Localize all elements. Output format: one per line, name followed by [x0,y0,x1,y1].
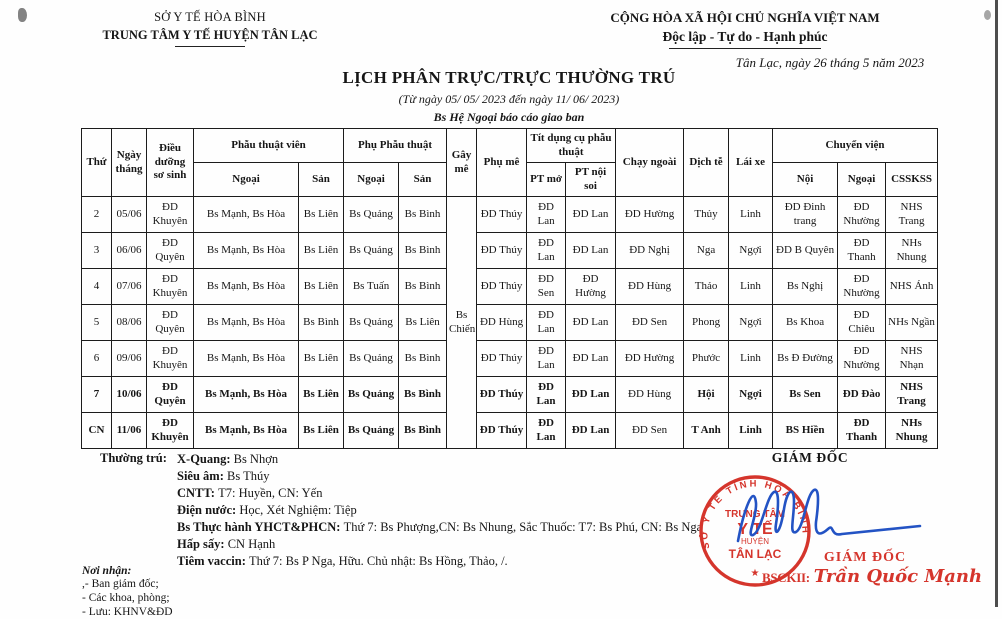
table-cell: ĐD Sen [527,269,566,305]
table-cell: ĐD Khuyên [147,269,194,305]
table-cell: Bs Mạnh, Bs Hòa [194,269,299,305]
table-cell: Bs Bình [399,377,447,413]
standby-line-value: Thứ 7: Bs Phượng,CN: Bs Nhung, Sắc Thuốc: T7: Bs Phú, CN: Bs Nga [343,520,703,534]
schedule-table [81,128,938,449]
table-cell: ĐD Hùng [477,305,527,341]
table-cell: Bs Bình [399,413,447,449]
table-cell: Bs Liên [299,269,344,305]
table-cell: ĐD Đào [838,377,886,413]
standby-notes [177,451,737,570]
table-cell: ĐD Thúy [477,233,527,269]
motto: Độc lập - Tự do - Hạnh phúc [662,29,828,44]
standby-line-label: Điện nước: [177,503,240,517]
table-cell: ĐD Hùng [616,269,684,305]
table-cell: 7 [82,377,112,413]
column-header: Lái xe [729,129,773,197]
stamp-outer-text: SỞ Y TẾ TỈNH HÒA BÌNH [699,478,811,551]
director-heading: GIÁM ĐỐC [771,450,849,465]
table-cell: ĐD Sen [616,305,684,341]
table-cell: ĐD Thúy [477,269,527,305]
column-header: Gây mê [447,129,477,197]
table-cell: ĐD Thanh [838,233,886,269]
table-cell: 05/06 [112,197,147,233]
table-cell: Bs Quảng [344,233,399,269]
standby-line-label: Bs Thực hành YHCT&PHCN: [177,520,344,534]
standby-line [177,468,737,485]
column-header: Thứ [82,129,112,197]
standby-label: Thường trú: [100,451,167,465]
table-cell: ĐD Khuyên [147,197,194,233]
standby-line-label: X-Quang: [177,452,234,466]
table-cell: ĐD Lan [527,413,566,449]
org-underline [175,46,245,47]
table-cell: Linh [729,269,773,305]
table-cell: ĐD B Quyên [773,233,838,269]
standby-line [177,451,737,468]
standby-line-label: Tiêm vaccin: [177,554,249,568]
table-cell: ĐD Nhường [838,197,886,233]
table-cell: ĐD Quyên [147,233,194,269]
standby-line-value: Bs Thúy [227,469,270,483]
table-cell: 11/06 [112,413,147,449]
director-red-heading: GIÁM ĐỐC [823,550,907,565]
table-cell: Bs Đ Đường [773,341,838,377]
column-subheader: Sản [399,163,447,197]
table-cell: ĐD Khuyên [147,341,194,377]
table-cell: Bs Quảng [344,305,399,341]
column-header: Dịch tễ [684,129,729,197]
table-cell: ĐD Lan [527,233,566,269]
stamp-star: ★ [750,568,760,579]
table-cell: Nga [684,233,729,269]
standby-line [177,519,737,536]
table-cell: Ngợi [729,305,773,341]
table-cell: ĐD Lan [527,305,566,341]
table-cell: ĐD Hường [566,269,616,305]
stamp-line2: Y TẾ [737,521,773,538]
table-row [82,341,938,377]
table-cell: ĐD Thúy [477,341,527,377]
org-name: TRUNG TÂM Y TẾ HUYỆN TÂN LẠC [102,28,318,42]
column-subheader: Ngoại [344,163,399,197]
standby-line-label: Hấp sấy: [177,537,228,551]
table-cell: Bs Quảng [344,377,399,413]
table-cell: Bs Liên [299,377,344,413]
national-title: CỘNG HÒA XÃ HỘI CHỦ NGHĨA VIỆT NAM [610,10,880,25]
column-subheader: CSSKSS [886,163,938,197]
recipient-item: ,- Ban giám đốc; [82,578,159,590]
table-cell: Ngợi [729,377,773,413]
table-cell: ĐD Khuyên [147,413,194,449]
table-cell: Thủy [684,197,729,233]
column-header: Phụ Phẫu thuật [344,129,447,163]
table-cell: Linh [729,413,773,449]
table-cell: 06/06 [112,233,147,269]
standby-line-value: CN Hạnh [227,537,276,551]
table-row [82,305,938,341]
table-cell: Linh [729,197,773,233]
issuing-org-block [60,10,360,47]
table-cell: 07/06 [112,269,147,305]
column-header: Chạy ngoài [616,129,684,197]
table-cell: Bs Quảng [344,413,399,449]
table-cell: 10/06 [112,377,147,413]
recipients-title: Nơi nhận: [82,565,132,577]
table-cell: ĐD Thúy [477,197,527,233]
column-subheader: Nội [773,163,838,197]
table-cell: ĐD Nghị [616,233,684,269]
table-cell: ĐD Lan [566,413,616,449]
table-cell: 09/06 [112,341,147,377]
table-cell: Bs Liên [299,341,344,377]
table-cell: Bs Liên [299,233,344,269]
standby-line [177,485,737,502]
table-row [82,233,938,269]
standby-line-value: Học, Xét Nghiệm: Tiệp [239,503,357,517]
standby-line-value: Thứ 7: Bs P Nga, Hữu. Chủ nhật: Bs Hồng, Thảo, /. [248,554,508,568]
table-cell: BS Hiền [773,413,838,449]
table-cell: Bs Mạnh, Bs Hòa [194,233,299,269]
standby-line-label: CNTT: [177,486,219,500]
table-row [82,413,938,449]
table-cell: Bs Mạnh, Bs Hòa [194,413,299,449]
column-subheader: Ngoại [838,163,886,197]
table-cell: NHs Nhung [886,413,938,449]
table-cell: ĐD Lan [566,341,616,377]
table-cell: ĐD Thanh [838,413,886,449]
national-motto-block [560,10,930,49]
recipient-item: - Lưu: KHNV&ĐD [82,606,173,618]
title-note: Bs Hệ Ngoại báo cáo giao ban [433,110,585,124]
table-cell: Phong [684,305,729,341]
table-cell: ĐD Đinh trang [773,197,838,233]
table-cell: Bs Bình [399,197,447,233]
table-cell: Bs Bình [399,341,447,377]
standby-line [177,536,737,553]
table-cell: ĐD Lan [566,305,616,341]
table-row [82,269,938,305]
table-cell: Bs Khoa [773,305,838,341]
column-header: Ngày tháng [112,129,147,197]
column-header: Điều dưỡng sơ sinh [147,129,194,197]
column-header: Phụ mê [477,129,527,197]
standby-line [177,502,737,519]
date-range: (Từ ngày 05/ 05/ 2023 đến ngày 11/ 06/ 2023) [398,92,620,106]
table-cell: ĐD Lan [566,233,616,269]
table-cell: NHS Trang [886,197,938,233]
table-cell: NHs Nhung [886,233,938,269]
standby-line-value: Bs Nhợn [233,452,279,466]
table-cell: ĐD Chiêu [838,305,886,341]
stamp-line3: HUYỆN [740,537,770,546]
standby-line [177,553,737,570]
table-cell: NHS Trang [886,377,938,413]
table-cell: Bs Bình [399,269,447,305]
table-cell: NHS Ánh [886,269,938,305]
table-cell: Bs Quảng [344,341,399,377]
table-cell-anesthesia: Bs Chiến [447,197,477,449]
recipients-block [82,565,173,619]
table-cell: 5 [82,305,112,341]
table-cell: ĐD Lan [566,377,616,413]
table-cell: Bs Mạnh, Bs Hòa [194,341,299,377]
table-cell: Bs Bình [299,305,344,341]
motto-underline [669,48,821,49]
scan-smudge [984,10,991,20]
table-cell: ĐD Thúy [477,377,527,413]
column-header: Chuyển viện [773,129,938,163]
signer-credential: BSCKII: [762,570,810,585]
table-cell: 3 [82,233,112,269]
table-cell: Bs Sen [773,377,838,413]
column-subheader: Sản [299,163,344,197]
column-header: Phẫu thuật viên [194,129,344,163]
place-date-line: Tân Lạc, ngày 26 tháng 5 năm 2023 [735,55,925,70]
table-cell: Linh [729,341,773,377]
parent-org-name: SỞ Y TẾ HÒA BÌNH [154,10,266,24]
column-subheader: PT mở [527,163,566,197]
scan-smudge [18,8,27,22]
column-subheader: Ngoại [194,163,299,197]
table-cell: CN [82,413,112,449]
table-cell: ĐD Lan [566,197,616,233]
standby-line-value: T7: Huyền, CN: Yến [218,486,323,500]
table-cell: Bs Nghị [773,269,838,305]
recipient-item: - Các khoa, phòng; [82,592,170,604]
table-cell: Bs Mạnh, Bs Hòa [194,377,299,413]
table-cell: 4 [82,269,112,305]
stamp-line1: TRUNG TÂM [725,509,785,520]
table-cell: ĐD Sen [616,413,684,449]
table-cell: ĐD Lan [527,341,566,377]
signer-line [762,566,992,587]
table-cell: ĐD Nhường [838,269,886,305]
table-cell: ĐD Lan [527,377,566,413]
table-cell: ĐD Hùng [616,377,684,413]
table-cell: ĐD Hường [616,341,684,377]
table-cell: ĐD Thúy [477,413,527,449]
table-cell: T Anh [684,413,729,449]
column-header: Tít dụng cụ phẫu thuật [527,129,616,163]
table-cell: Phước [684,341,729,377]
table-row [82,377,938,413]
table-cell: ĐD Nhường [838,341,886,377]
table-cell: Hội [684,377,729,413]
table-cell: NHS Nhạn [886,341,938,377]
table-cell: Bs Bình [399,233,447,269]
table-cell: NHs Ngần [886,305,938,341]
signer-name: Trần Quốc Mạnh [813,566,983,587]
signature-scribble [730,477,930,559]
stamp-line4: TÂN LẠC [728,547,782,561]
scan-edge-line [995,0,998,607]
table-cell: Ngợi [729,233,773,269]
table-cell: 6 [82,341,112,377]
standby-line-label: Siêu âm: [177,469,227,483]
table-cell: Bs Liên [299,413,344,449]
table-cell: 2 [82,197,112,233]
table-cell: ĐD Lan [527,197,566,233]
table-cell: Bs Liên [299,197,344,233]
table-cell: ĐD Quyên [147,305,194,341]
page-title: LỊCH PHÂN TRỰC/TRỰC THƯỜNG TRÚ [342,68,676,87]
table-row [82,197,938,233]
document-title-block [81,68,937,125]
table-cell: ĐD Quyên [147,377,194,413]
table-cell: 08/06 [112,305,147,341]
table-cell: Bs Mạnh, Bs Hòa [194,305,299,341]
table-cell: ĐD Hường [616,197,684,233]
table-cell: Bs Mạnh, Bs Hòa [194,197,299,233]
table-cell: Thảo [684,269,729,305]
table-cell: Bs Quảng [344,197,399,233]
table-cell: Bs Liên [399,305,447,341]
table-cell: Bs Tuấn [344,269,399,305]
column-subheader: PT nội soi [566,163,616,197]
